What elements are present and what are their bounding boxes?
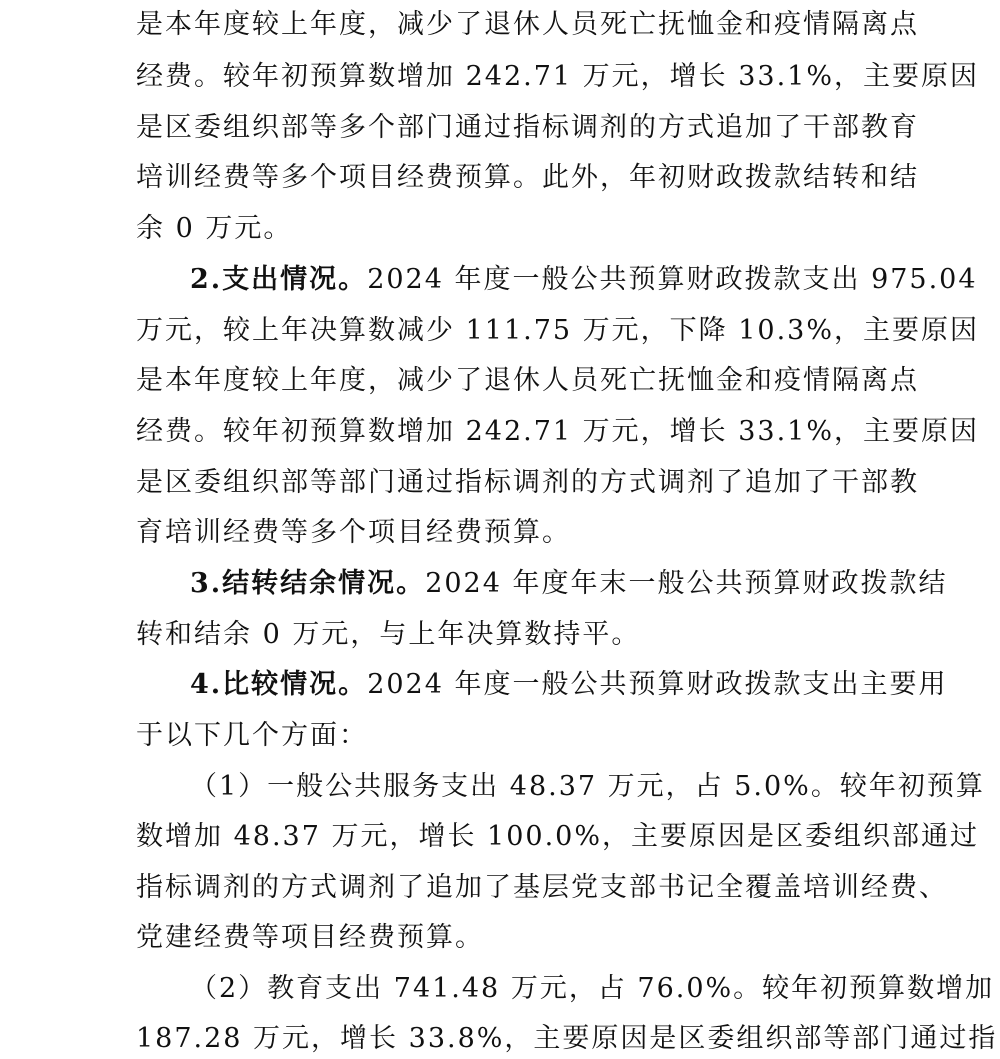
paragraph-line: 育培训经费等多个项目经费预算。: [136, 517, 571, 548]
section-heading: 4.比较情况。: [190, 669, 368, 700]
paragraph-line: 187.28 万元，增长 33.8%，主要原因是区委组织部等部门通过指: [136, 1023, 998, 1054]
paragraph-line: 培训经费等多个项目经费预算。此外，年初财政拨款结转和结: [136, 162, 919, 193]
paragraph-line: 是区委组织部等部门通过指标调剂的方式调剂了追加了干部教: [136, 467, 919, 498]
section-heading: 3.结转结余情况。: [190, 568, 426, 599]
paragraph-text: 2024 年度一般公共预算财政拨款支出主要用: [367, 669, 948, 700]
paragraph-line: 经费。较年初预算数增加 242.71 万元，增长 33.1%，主要原因: [136, 61, 979, 92]
paragraph-line: 是本年度较上年度，减少了退休人员死亡抚恤金和疫情隔离点: [136, 365, 919, 396]
paragraph-line: 党建经费等项目经费预算。: [136, 922, 484, 953]
paragraph-line: 于以下几个方面：: [136, 720, 368, 751]
paragraph-line: 经费。较年初预算数增加 242.71 万元，增长 33.1%，主要原因: [136, 416, 979, 447]
paragraph-line: 指标调剂的方式调剂了追加了基层党支部书记全覆盖培训经费、: [136, 872, 948, 903]
paragraph-first-line: [136, 666, 948, 704]
paragraph-line: 是本年度较上年度，减少了退休人员死亡抚恤金和疫情隔离点: [136, 9, 919, 40]
paragraph-line: 是区委组织部等多个部门通过指标调剂的方式追加了干部教育: [136, 112, 919, 143]
paragraph-line: 万元，较上年决算数减少 111.75 万元，下降 10.3%，主要原因: [136, 315, 979, 346]
paragraph-line: 转和结余 0 万元，与上年决算数持平。: [136, 619, 641, 650]
paragraph-text: 2024 年度年末一般公共预算财政拨款结: [425, 568, 948, 599]
paragraph-first-line: （1）一般公共服务支出 48.37 万元，占 5.0%。较年初预算: [190, 771, 985, 802]
paragraph-line: 数增加 48.37 万元，增长 100.0%，主要原因是区委组织部通过: [136, 821, 979, 852]
paragraph-text: 2024 年度一般公共预算财政拨款支出 975.04: [367, 264, 978, 295]
section-heading: 2.支出情况。: [190, 264, 368, 295]
paragraph-first-line: [136, 565, 948, 603]
paragraph-first-line: （2）教育支出 741.48 万元，占 76.0%。较年初预算数增加: [190, 973, 995, 1004]
paragraph-first-line: [136, 261, 978, 299]
paragraph-line: 余 0 万元。: [136, 213, 293, 244]
